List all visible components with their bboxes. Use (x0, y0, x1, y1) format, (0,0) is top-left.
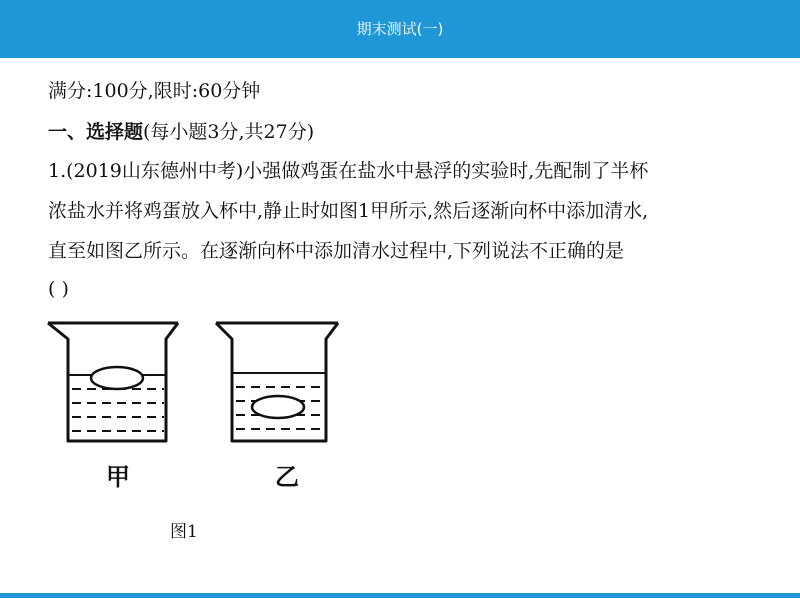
beaker-figure (40, 315, 360, 555)
egg-jia (91, 367, 143, 389)
bottom-bar (0, 593, 800, 598)
label-jia: 甲 (106, 463, 130, 491)
question-line-1: 1.(2019山东德州中考)小强做鸡蛋在盐水中悬浮的实验时,先配制了半杯 (48, 160, 649, 182)
label-yi: 乙 (275, 463, 299, 491)
beakers-illustration (40, 315, 360, 555)
answer-blank: ( ) (48, 278, 69, 300)
page-title: 期末测试(一) (356, 20, 444, 38)
beaker-yi (216, 323, 338, 441)
question-line-2: 浓盐水并将鸡蛋放入杯中,静止时如图1甲所示,然后逐渐向杯中添加清水, (48, 200, 649, 222)
figure-caption: 图1 (170, 522, 198, 542)
section-heading: 一、选择题 (48, 121, 144, 143)
section-heading-row (48, 117, 314, 144)
egg-yi (252, 396, 304, 418)
exam-info: 满分:100分,限时:60分钟 (48, 80, 261, 102)
question-line-3: 直至如图乙所示。在逐渐向杯中添加清水过程中,下列说法不正确的是 (48, 240, 625, 262)
section-note: (每小题3分,共27分) (143, 121, 315, 143)
